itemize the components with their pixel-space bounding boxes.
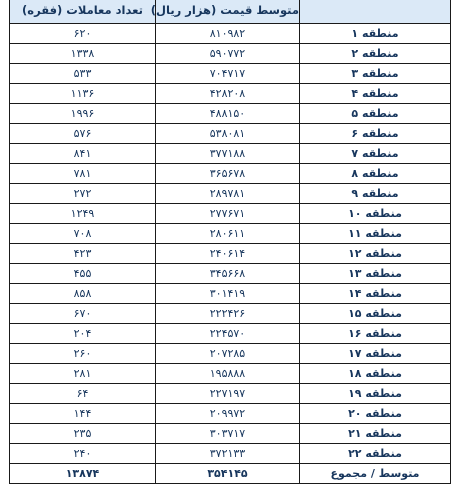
transactions-cell: ۱۳۳۸ bbox=[10, 44, 156, 64]
table-row bbox=[10, 124, 451, 144]
avg-price-cell: ۳۷۲۱۳۳ bbox=[156, 444, 300, 464]
avg-price-cell: ۲۲۲۴۲۶ bbox=[156, 304, 300, 324]
transactions-cell: ۷۰۸ bbox=[10, 224, 156, 244]
avg-price-column-header: متوسط قیمت (هزار ریال) bbox=[156, 0, 300, 24]
avg-price-cell: ۲۰۹۹۷۲ bbox=[156, 404, 300, 424]
table-row bbox=[10, 244, 451, 264]
transactions-cell: ۶۲۰ bbox=[10, 24, 156, 44]
table-row bbox=[10, 44, 451, 64]
region-cell: منطقه ۱۴ bbox=[300, 284, 451, 304]
region-cell: منطقه ۷ bbox=[300, 144, 451, 164]
table-row bbox=[10, 384, 451, 404]
transactions-cell: ۶۴ bbox=[10, 384, 156, 404]
avg-price-cell: ۳۰۱۴۱۹ bbox=[156, 284, 300, 304]
table-row bbox=[10, 184, 451, 204]
table-row bbox=[10, 304, 451, 324]
region-cell: منطقه ۱۶ bbox=[300, 324, 451, 344]
total-avg-price-cell: ۳۵۴۱۴۵ bbox=[156, 464, 300, 484]
transactions-cell: ۲۳۵ bbox=[10, 424, 156, 444]
region-cell: منطقه ۹ bbox=[300, 184, 451, 204]
transactions-cell: ۲۰۴ bbox=[10, 324, 156, 344]
transactions-cell: ۲۷۲ bbox=[10, 184, 156, 204]
total-transactions-cell: ۱۳۸۷۴ bbox=[10, 464, 156, 484]
table-row bbox=[10, 284, 451, 304]
avg-price-cell: ۳۷۷۱۸۸ bbox=[156, 144, 300, 164]
region-cell: منطقه ۱۵ bbox=[300, 304, 451, 324]
table-row bbox=[10, 204, 451, 224]
region-cell: منطقه ۲۰ bbox=[300, 404, 451, 424]
region-cell: منطقه ۸ bbox=[300, 164, 451, 184]
region-cell: منطقه ۱۸ bbox=[300, 364, 451, 384]
avg-price-cell: ۴۲۸۲۰۸ bbox=[156, 84, 300, 104]
transactions-cell: ۱۱۳۶ bbox=[10, 84, 156, 104]
transactions-cell: ۲۴۰ bbox=[10, 444, 156, 464]
transactions-cell: ۶۷۰ bbox=[10, 304, 156, 324]
table-row bbox=[10, 164, 451, 184]
transactions-cell: ۷۸۱ bbox=[10, 164, 156, 184]
table-body bbox=[10, 24, 451, 484]
table-row bbox=[10, 324, 451, 344]
avg-price-cell: ۴۸۸۱۵۰ bbox=[156, 104, 300, 124]
table-header-row bbox=[10, 0, 451, 24]
total-row bbox=[10, 464, 451, 484]
avg-price-cell: ۲۸۹۷۸۱ bbox=[156, 184, 300, 204]
table-row bbox=[10, 364, 451, 384]
avg-price-cell: ۵۹۰۷۷۲ bbox=[156, 44, 300, 64]
transactions-column-header: تعداد معاملات (فقره) bbox=[10, 0, 156, 24]
avg-price-cell: ۸۱۰۹۸۲ bbox=[156, 24, 300, 44]
avg-price-cell: ۳۰۳۷۱۷ bbox=[156, 424, 300, 444]
region-column-header bbox=[300, 0, 451, 24]
region-cell: منطقه ۲ bbox=[300, 44, 451, 64]
transactions-cell: ۵۳۳ bbox=[10, 64, 156, 84]
table-row bbox=[10, 84, 451, 104]
transactions-cell: ۸۴۱ bbox=[10, 144, 156, 164]
avg-price-cell: ۳۴۵۶۶۸ bbox=[156, 264, 300, 284]
table-row bbox=[10, 144, 451, 164]
region-cell: منطقه ۴ bbox=[300, 84, 451, 104]
region-cell: منطقه ۱ bbox=[300, 24, 451, 44]
region-cell: منطقه ۱۹ bbox=[300, 384, 451, 404]
table-row bbox=[10, 24, 451, 44]
table-row bbox=[10, 64, 451, 84]
table-row bbox=[10, 344, 451, 364]
region-cell: منطقه ۵ bbox=[300, 104, 451, 124]
total-label-cell: متوسط / مجموع bbox=[300, 464, 451, 484]
region-cell: منطقه ۱۲ bbox=[300, 244, 451, 264]
avg-price-cell: ۵۳۸۰۸۱ bbox=[156, 124, 300, 144]
price-table-container bbox=[9, 0, 450, 480]
avg-price-cell: ۱۹۵۸۸۸ bbox=[156, 364, 300, 384]
transactions-cell: ۸۵۸ bbox=[10, 284, 156, 304]
avg-price-cell: ۲۰۷۲۸۵ bbox=[156, 344, 300, 364]
avg-price-cell: ۳۶۵۶۷۸ bbox=[156, 164, 300, 184]
transactions-cell: ۲۶۰ bbox=[10, 344, 156, 364]
region-cell: منطقه ۳ bbox=[300, 64, 451, 84]
region-cell: منطقه ۶ bbox=[300, 124, 451, 144]
region-cell: منطقه ۱۷ bbox=[300, 344, 451, 364]
avg-price-cell: ۷۰۴۷۱۷ bbox=[156, 64, 300, 84]
transactions-cell: ۴۵۵ bbox=[10, 264, 156, 284]
table-row bbox=[10, 264, 451, 284]
avg-price-cell: ۲۲۴۵۷۰ bbox=[156, 324, 300, 344]
avg-price-cell: ۲۷۷۶۷۱ bbox=[156, 204, 300, 224]
transactions-cell: ۱۹۹۶ bbox=[10, 104, 156, 124]
region-cell: منطقه ۱۱ bbox=[300, 224, 451, 244]
table-row bbox=[10, 404, 451, 424]
transactions-cell: ۵۷۶ bbox=[10, 124, 156, 144]
avg-price-cell: ۲۴۰۶۱۴ bbox=[156, 244, 300, 264]
table-row bbox=[10, 424, 451, 444]
avg-price-cell: ۲۸۰۶۱۱ bbox=[156, 224, 300, 244]
region-cell: منطقه ۲۱ bbox=[300, 424, 451, 444]
transactions-cell: ۴۲۳ bbox=[10, 244, 156, 264]
transactions-cell: ۱۴۴ bbox=[10, 404, 156, 424]
table-row bbox=[10, 104, 451, 124]
table-row bbox=[10, 224, 451, 244]
transactions-cell: ۲۸۱ bbox=[10, 364, 156, 384]
avg-price-cell: ۲۲۷۱۹۷ bbox=[156, 384, 300, 404]
region-cell: منطقه ۱۰ bbox=[300, 204, 451, 224]
transactions-cell: ۱۲۴۹ bbox=[10, 204, 156, 224]
table-row bbox=[10, 444, 451, 464]
housing-price-table bbox=[9, 0, 451, 484]
region-cell: منطقه ۲۲ bbox=[300, 444, 451, 464]
region-cell: منطقه ۱۳ bbox=[300, 264, 451, 284]
